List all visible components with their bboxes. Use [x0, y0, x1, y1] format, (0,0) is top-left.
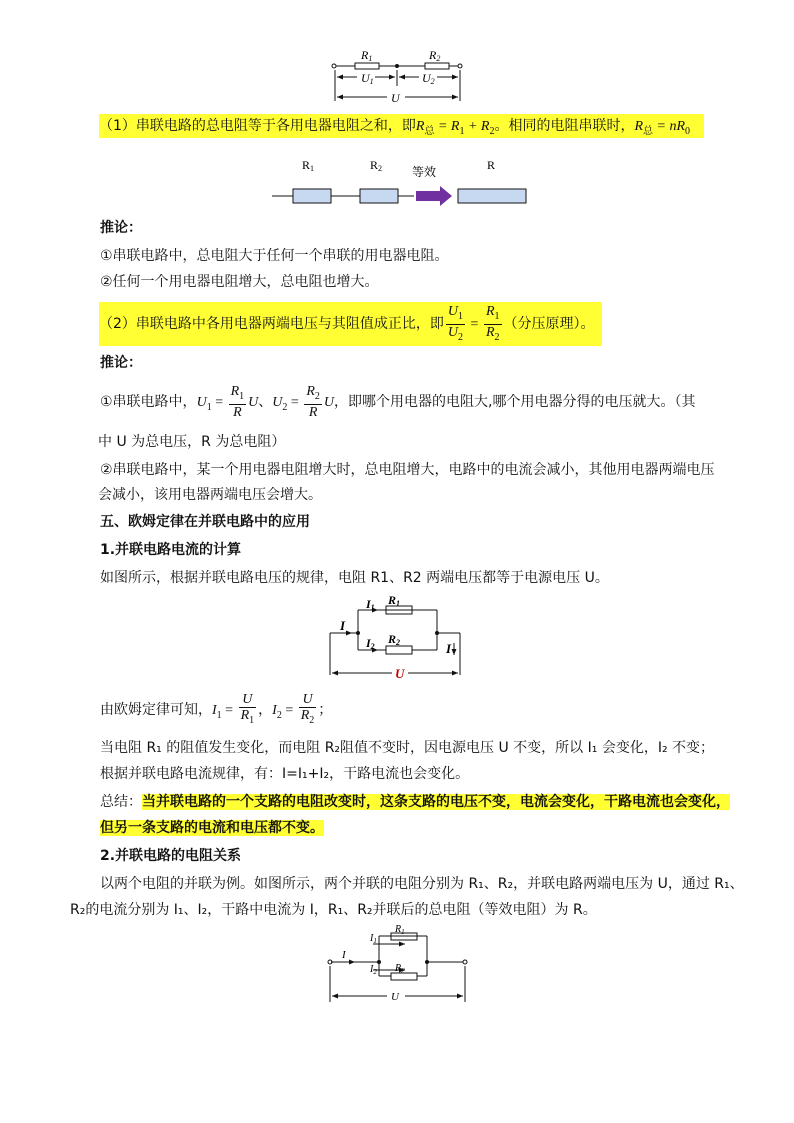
svg-text:R1: R1	[361, 48, 373, 63]
section-5-title: 五、欧姆定律在并联电路中的应用	[100, 514, 310, 530]
fig2-r1: R	[302, 158, 311, 172]
svg-text:R1: R1	[388, 595, 401, 608]
svg-text:R1: R1	[302, 158, 315, 173]
fig3-u: U	[395, 666, 405, 681]
series-resistance-rule: （1）串联电路的总电阻等于各用电器电阻之和，即$R_总 = R_1 + R_2$。相同的电阻串联时，$R_总 = nR_0$	[99, 114, 704, 138]
parallel-current-rule: 根据并联电路电流规律，有：I=I₁+I₂，干路电流也会变化。	[100, 766, 470, 782]
svg-text:I1: I1	[366, 597, 375, 612]
inference-title-2: 推论：	[100, 355, 142, 371]
inference-1-item-2: ②任何一个用电器电阻增大，总电阻也增大。	[100, 274, 379, 290]
parallel-resistance-desc-line2: R₂的电流分别为 I₁、I₂，干路中电流为 I，R₁、R₂并联后的总电阻（等效电阻）为 R。	[70, 902, 597, 918]
voltage-division-rule: （2）串联电路中各用电器两端电压与其阻值成正比，即 $\frac{U_1}{U_2}$ = $\frac{R_1}{R_2}$ （分压原理）。	[99, 302, 602, 346]
svg-text:I2: $I_2$	[370, 964, 377, 976]
inference-2-item-1: ①串联电路中，$U_1$ = $\frac{R_1}{R}$ U、$U_2$ = $\frac{R_2}{R}$ U，即哪个用电器的电阻大,哪个用电器分得的电压就大。（其	[100, 384, 696, 420]
fig3-i: I	[340, 618, 346, 633]
inference-2-item-1-cont: 中 U 为总电压，R 为总电阻）	[98, 434, 286, 450]
fig2-r2: R	[370, 158, 379, 172]
fig1-r2: R	[429, 48, 437, 62]
parallel-resistance-figure	[325, 924, 470, 1004]
fig1-u: U	[391, 91, 400, 105]
fig4-u: U	[391, 991, 399, 1003]
svg-text:I1: $I_1$	[370, 933, 377, 945]
inference-1-item-1: ①串联电路中，总电阻大于任何一个串联的用电器电阻。	[100, 248, 449, 264]
svg-text:R2: R2	[388, 632, 401, 647]
inference-title-1: 推论：	[100, 220, 142, 236]
fig3-i-out: I	[446, 641, 452, 656]
svg-text:R2: R2	[370, 158, 383, 173]
parallel-resistance-desc-line1: 以两个电阻的并联为例。如图所示，两个并联的电阻分别为 R₁、R₂，并联电路两端电压为 U，通过 R₁、	[100, 876, 744, 892]
parallel-circuit-figure	[322, 595, 467, 683]
svg-text:R2: R2	[429, 48, 441, 63]
inference-2-item-2-line1: ②串联电路中，某一个用电器电阻增大时，总电阻增大，电路中的电流会减小，其他用电器两端电压	[100, 462, 715, 478]
subsection-1-title: 1.并联电路电流的计算	[100, 542, 242, 558]
summary-line-2: 但另一条支路的电流和电压都不变。	[100, 820, 324, 836]
inference-2-item-2-line2: 会减小，该用电器两端电压会增大。	[98, 487, 322, 503]
ohm-law-line: 由欧姆定律可知，$I_1$ = $\frac{U}{R_1}$ ，$I_2$ = $\frac{U}{R_2}$ ；	[100, 692, 333, 726]
equivalent-resistance-figure	[268, 152, 538, 212]
svg-text:I2: I2	[366, 636, 375, 651]
svg-text:U1: U1	[361, 71, 374, 86]
resistance-change-paragraph: 当电阻 R₁ 的阻值发生变化，而电阻 R₂阻值不变时，因电源电压 U 不变，所以 I₁ 会变化，I₂ 不变；	[100, 740, 715, 756]
fig2-r: R	[487, 158, 496, 172]
fig1-u2: U	[422, 71, 431, 85]
svg-text:R1: $R_1$	[395, 924, 405, 936]
summary-line-1: 总结：当并联电路的一个支路的电阻改变时，这条支路的电压不变，电流会变化，干路电流也会变化，	[100, 794, 730, 810]
series-circuit-figure	[325, 44, 470, 106]
fig1-r1: R	[361, 48, 369, 62]
svg-text:U2: U2	[422, 71, 435, 86]
svg-text:R2: $R_2$	[395, 963, 405, 975]
parallel-voltage-desc: 如图所示，根据并联电路电压的规律，电阻 R1、R2 两端电压都等于电源电压 U。	[100, 570, 609, 586]
fig1-u1: U	[361, 71, 370, 85]
subsection-2-title: 2.并联电路的电阻关系	[100, 848, 242, 864]
fig2-equiv-label: 等效	[412, 165, 437, 179]
fig4-i: I	[342, 949, 346, 961]
